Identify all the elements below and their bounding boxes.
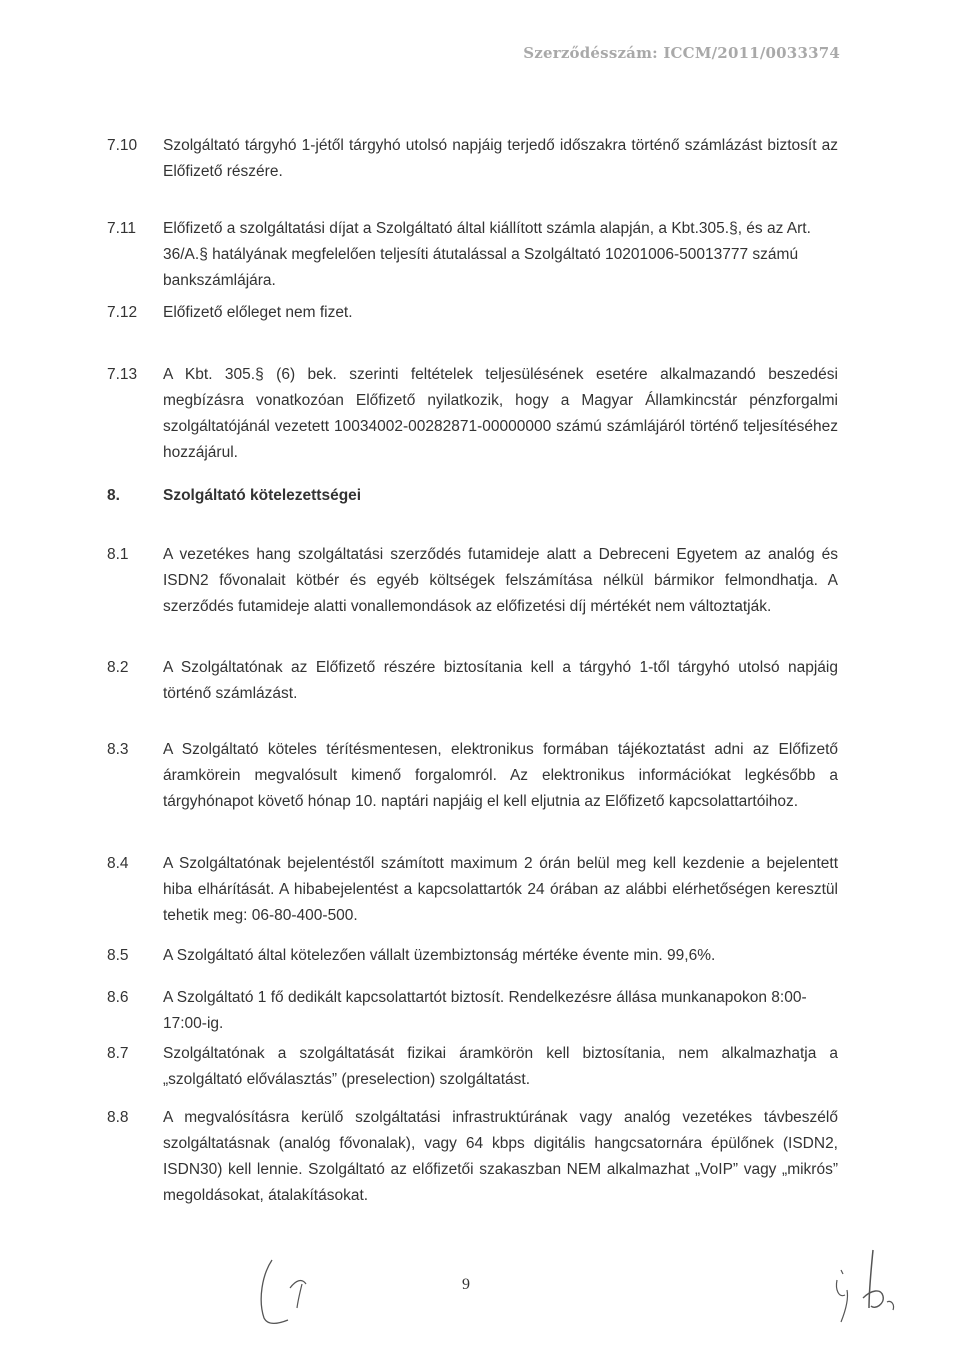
contract-number-header: Szerződésszám: ICCM/2011/0033374	[523, 44, 840, 62]
clause-text: A vezetékes hang szolgáltatási szerződés futamideje alatt a Debreceni Egyetem az analóg és ISDN2 fővonalait kötbér és egyéb költségek felszámítása nélkül bármikor felmondhatja. A szerződés futamideje alatti vonallemondások az előfizetési díj mértékét nem változtatják.	[163, 546, 838, 615]
chapter-title: Szolgáltató kötelezettségei	[163, 487, 362, 504]
chapter-number: 8.	[107, 487, 120, 504]
clause-text: A Szolgáltató köteles térítésmentesen, elektronikus formában tájékoztatást adni az Előfizető áramkörein megvalósult kimenő forgalomról. Az elektronikus információkat legkésőbb a tárgyhónapot követő hónap 10. naptári napjáig el kell eljutnia az Előfizető kapcsolattartóihoz.	[163, 741, 838, 810]
clause-text: Szolgáltató tárgyhó 1-jétől tárgyhó utolsó napjáig terjedő időszakra történő számlázást biztosít az Előfizető részére.	[163, 137, 838, 180]
clause-number: 7.12	[107, 304, 138, 321]
clause-text: A Szolgáltatónak bejelentéstől számított maximum 2 órán belül meg kell kezdenie a bejelentett hiba elhárítását. A hibabejelentést a kapcsolattartók 24 órában az alábbi elérhetőségen keresztül tehetik meg: 06-80-400-500.	[163, 855, 838, 924]
clause-number: 7.10	[107, 137, 138, 154]
clause-number: 8.5	[107, 947, 129, 964]
handwritten-initials-right	[825, 1240, 915, 1335]
clause-text: Előfizető előleget nem fizet.	[163, 304, 353, 321]
clause-number: 8.7	[107, 1045, 129, 1062]
clause-text: Szolgáltatónak a szolgáltatását fizikai áramkörön kell biztosítania, nem alkalmazhatja a „szolgáltató előválasztás” (preselection) szolgáltatást.	[163, 1045, 838, 1088]
clause-number: 8.1	[107, 546, 129, 563]
clause-number: 7.13	[107, 366, 138, 383]
clause-text: A Szolgáltató által kötelezően vállalt üzembiztonság mértéke évente min. 99,6%.	[163, 947, 716, 964]
clause-number: 7.11	[107, 220, 137, 237]
clause-text: Előfizető a szolgáltatási díjat a Szolgáltató által kiállított számla alapján, a Kbt.305.§, és az Art. 36/A.§ hatályának megfelelően teljesíti átutalással a Szolgáltató 10201006-50013777 számú bankszámlájára.	[163, 220, 811, 289]
clause-text: A Kbt. 305.§ (6) bek. szerinti feltételek teljesülésének esetére alkalmazandó beszedési megbízásra vonatkozóan Előfizető nyilatkozik, hogy a Magyar Államkincstár pénzforgalmi szolgáltatójánál vezetett 10034002-00282871-00000000 számú számlájáról történő teljesítéséhez hozzájárul.	[163, 366, 838, 461]
handwritten-initials-left	[250, 1250, 330, 1335]
clause-number: 8.2	[107, 659, 129, 676]
clause-number: 8.4	[107, 855, 129, 872]
clause-number: 8.6	[107, 989, 129, 1006]
page-number: 9	[462, 1276, 470, 1293]
clause-text: A Szolgáltatónak az Előfizető részére biztosítania kell a tárgyhó 1-től tárgyhó utolsó napjáig történő számlázást.	[163, 659, 838, 702]
clause-number: 8.8	[107, 1109, 129, 1126]
clause-text: A megvalósításra kerülő szolgáltatási infrastruktúrának vagy analóg vezetékes távbeszélő szolgáltatásnak (analóg fővonalak), vagy 64 kbps digitális hangcsatornára épülőnek (ISDN2, ISDN30) kell lennie. Szolgáltató az előfizetői szakaszban NEM alkalmazhat „VoIP” vagy „mikrós” megoldásokat, átalakításokat.	[163, 1109, 838, 1204]
clause-text: A Szolgáltató 1 fő dedikált kapcsolattartót biztosít. Rendelkezésre állása munkanapokon 8:00-17:00-ig.	[163, 989, 807, 1032]
clause-number: 8.3	[107, 741, 129, 758]
